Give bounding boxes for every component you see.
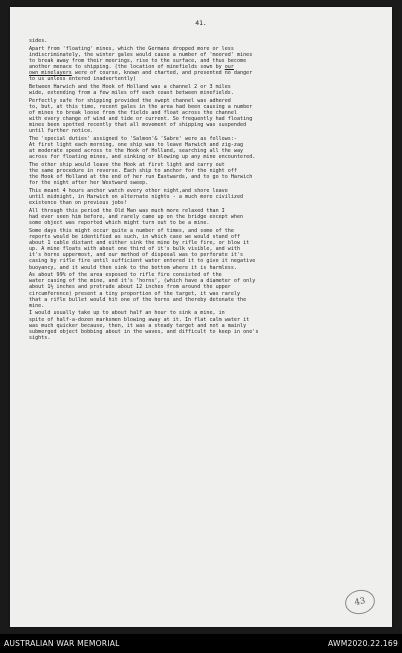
text-line: about 1 cable distant and either sink the mine by rifle fire, or blow it <box>29 239 250 246</box>
text-line: As about 99% of the area exposed to rifle fire consisted of the <box>29 272 222 279</box>
text-line: spite of half-a-dozen marksmen blowing away at it. In flat calm water it <box>29 316 250 323</box>
text-line-rest: were of course, known and charted, and presented no danger <box>71 70 253 77</box>
text-line: up. A mine floats with about one third of it's bulk visible, and with <box>29 246 241 253</box>
text-line: mines been spotted recently that all movement of shipping was suspended <box>29 122 247 129</box>
text-line: of mines to break loose from the fields and float across the channel <box>29 109 237 116</box>
text-line: some object was reported which might turn out to be a mine. <box>29 220 210 227</box>
text-line: was much quicker because, then, it was a steady target and not a mainly <box>29 322 247 329</box>
text-line: casing by rifle fire until sufficient water entered it to give it negative <box>29 258 256 265</box>
underlined-word: our <box>224 64 234 71</box>
text-line: submerged object bobbing about in the waves, and difficult to keep in one's <box>29 328 259 335</box>
text-line: I would usually take up to about half an hour to sink a mine, in <box>29 310 225 317</box>
text-line: reports would be identified as such, in which case we would stand off <box>29 233 241 240</box>
text-line: sights. <box>29 335 51 342</box>
text-line: it's horns uppermost, and our method of disposal was to perforate it's <box>29 252 244 259</box>
text-line: Perfectly safe for shipping provided the swept channel was adhered <box>29 97 231 104</box>
folio-stamp: 43 <box>343 587 377 617</box>
text-line: until further notice. <box>29 128 94 135</box>
underlined-phrase: own minelayers <box>29 70 72 77</box>
text-line: Between Harwich and the Hook of Holland was a channel 2 or 3 miles <box>29 83 231 90</box>
text-line: mine. <box>29 302 45 309</box>
text-line: The 'special duties' assigned to 'Salmon'& 'Sabre' were as follows:- <box>29 135 237 142</box>
footer-credit: AUSTRALIAN WAR MEMORIAL <box>4 639 120 648</box>
text-line: water casing of the mine, and it's 'horns', (which have a diameter of only <box>29 278 256 285</box>
text-line: buoyancy, and it would then sink to the bottom where it is harmless. <box>29 264 237 271</box>
text-line-start: another menace to shipping. (the location of minefields sown by <box>29 64 225 71</box>
text-line: about 1½ inches and protrude about 12 inches from around the upper <box>29 284 231 291</box>
text-line: to, but, at this time, recent gales in the area had been causing a number <box>29 103 253 110</box>
text-line: existence than on previous jobs! <box>29 200 127 207</box>
text-line: sides. <box>29 38 48 44</box>
text-line: across for floating mines, and sinking or blowing up any mine encountered. <box>29 154 256 161</box>
page-number: 41. <box>195 19 207 27</box>
text-line: the same procedure in reverse. Each ship to anchor for the night off <box>29 168 237 175</box>
footer-bar <box>0 634 402 653</box>
text-line: that a rifle bullet would hit one of the horns and thereby detonate the <box>29 296 247 303</box>
text-line: wide, extending from a few miles off each coast between minefields. <box>29 90 234 97</box>
document-page <box>10 7 392 627</box>
text-line: had ever seen him before, and rarely came up on the bridge except when <box>29 213 244 220</box>
text-line: This meant 4 hours anchor watch every other night,and shore leave <box>29 187 228 194</box>
text-line: with every change of wind and tide or current. So frequently had floating <box>29 116 253 123</box>
text-line: The other ship would leave the Hook at first light and carry out <box>29 161 225 168</box>
text-line: to us unless entered inadvertently) <box>29 76 137 83</box>
text-line: at moderate speed across to the Hook of Holland, searching all the way <box>29 148 244 155</box>
text-line: Apart from 'floating' mines, which the Germans dropped more or less <box>29 45 234 52</box>
text-line: At first light each morning, one ship was to leave Harwich and zig-zag <box>29 142 244 149</box>
text-line: the Hook of Holland at the end of her run Eastwards, and to go to Harwich <box>29 174 253 181</box>
text-line: until midnight, in Harwich on alternate nights - a much more civilized <box>29 194 244 201</box>
body-text <box>29 38 369 341</box>
text-line: Some days this might occur quite a number of times, and some of the <box>29 227 234 234</box>
text-line: indiscriminately, the winter gales would cause a number of 'moored' mines <box>29 51 253 58</box>
footer-accession-number: AWM2020.22.169 <box>328 639 398 648</box>
text-line: All through this period the Old Man was much more relaxed than I <box>29 207 225 214</box>
text-line: for the night after her Westward sweep. <box>29 180 149 187</box>
text-line: circumference) present a tiny proportion of the target, it was rarely <box>29 290 241 297</box>
text-line: to break away from their moorings, rise to the surface, and thus become <box>29 57 247 64</box>
